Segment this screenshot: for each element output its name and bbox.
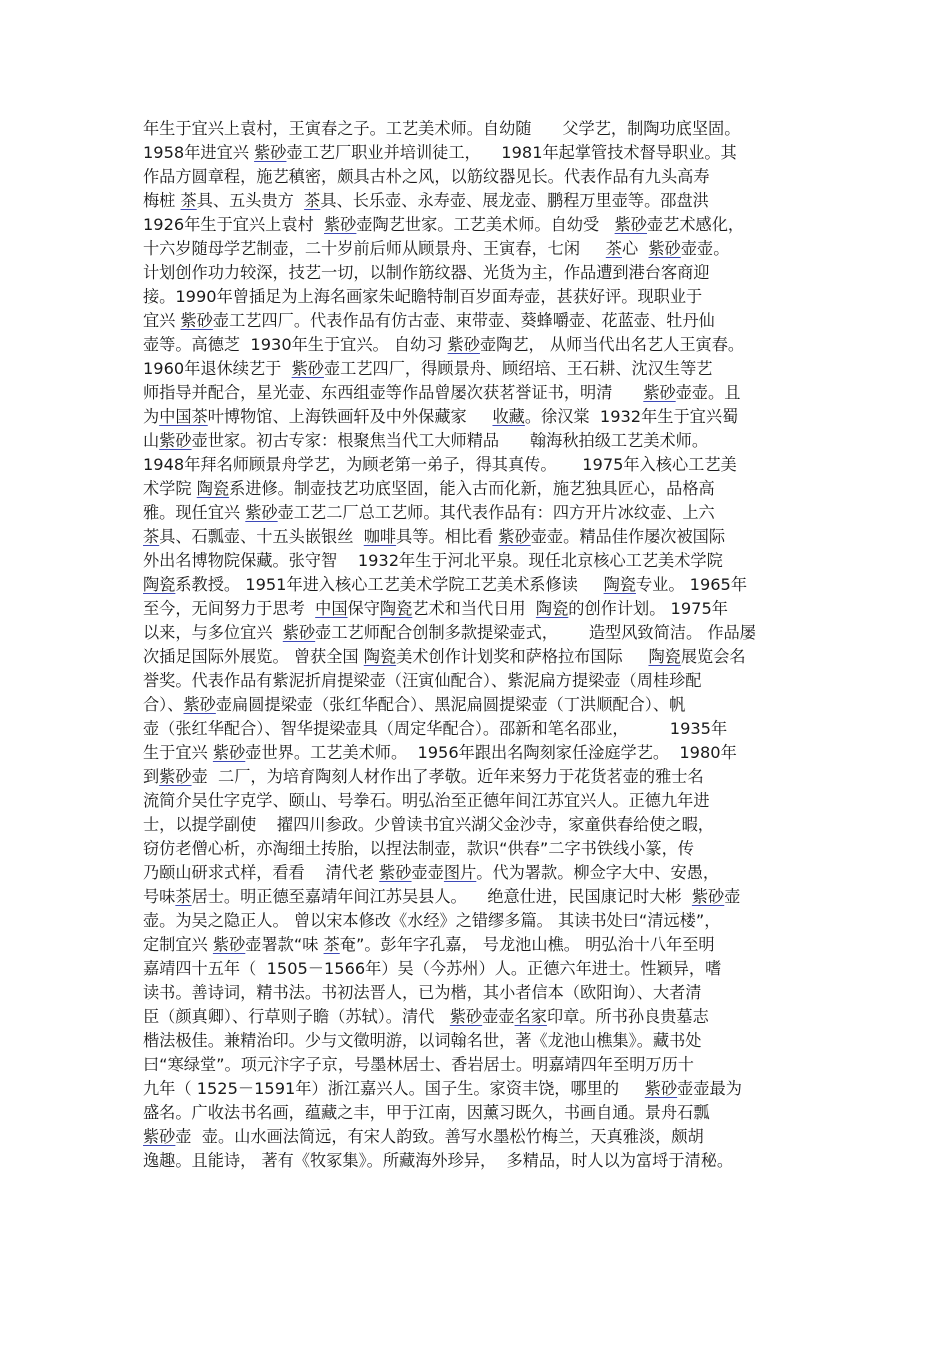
text-line xyxy=(143,405,813,429)
keyword-link[interactable]: 紫砂 xyxy=(449,1007,483,1026)
text-line xyxy=(143,237,813,261)
text-segment: 美术创作计划奖和萨格拉布国际 xyxy=(396,647,649,666)
text-segment: 雅。现任宜兴 xyxy=(143,503,246,522)
text-segment: 壶工艺二厂总工艺师。其代表作品有：四方开片冰纹壶、上六 xyxy=(277,503,715,522)
keyword-link[interactable]: 紫砂 xyxy=(643,383,676,402)
text-segment: 壶 xyxy=(724,887,741,906)
text-line xyxy=(143,813,813,837)
text-segment: 壶壶 xyxy=(411,863,444,882)
text-segment: 壶 壶。山水画法简远，有宋人韵致。善写水墨松竹梅兰，天真雅淡，颇胡 xyxy=(175,1127,704,1146)
text-segment: 壶壶。精品佳作屡次被国际 xyxy=(530,527,726,546)
text-segment: 专业。 1965年 xyxy=(635,575,748,594)
keyword-link[interactable]: 紫砂 xyxy=(324,215,357,234)
text-segment: 心 xyxy=(621,239,649,258)
text-line xyxy=(143,357,813,381)
keyword-link[interactable]: 中国茶 xyxy=(159,407,208,426)
text-segment: 九年（ 1525－1591年）浙江嘉兴人。国子生。家资丰饶，哪里的 xyxy=(143,1079,645,1098)
text-line xyxy=(143,837,813,861)
keyword-link[interactable]: 茶 xyxy=(605,239,622,258)
text-line xyxy=(143,333,813,357)
text-line xyxy=(143,1101,813,1125)
text-line xyxy=(143,741,813,765)
text-segment: 外出名博物院保藏。张守智 1932年生于河北平泉。现任北京核心工艺美术学院 xyxy=(143,551,723,570)
text-segment: 壶。为吴之隐正人。 曾以宋本修改《水经》之错缪多篇。 其读书处曰“清远楼”， xyxy=(143,911,721,930)
text-segment: 1948年拜名师顾景舟学艺，为顾老第一弟子，得其真传。 1975年入核心工艺美 xyxy=(143,455,737,474)
keyword-link[interactable]: 陶瓷 xyxy=(535,599,569,618)
text-line xyxy=(143,981,813,1005)
text-segment: 作品方圆章程，施艺稹密，颇具古朴之风，以筋纹器见长。代表作品有九头高寿 xyxy=(143,167,710,186)
text-segment: 壶陶艺， 从师当代出名艺人王寅春。 xyxy=(479,335,745,354)
text-line xyxy=(143,597,813,621)
text-segment: 壶壶 xyxy=(482,1007,515,1026)
text-segment: 壶壶最为 xyxy=(677,1079,742,1098)
keyword-link[interactable]: 紫砂 xyxy=(498,527,531,546)
text-segment: 壶（张红华配合）、智华提梁壶具（周定华配合）。邵新和笔名邵业， 1935年 xyxy=(143,719,728,738)
text-segment: 1926年生于宜兴上袁村 xyxy=(143,215,324,234)
keyword-link[interactable]: 紫砂 xyxy=(291,359,324,378)
text-segment: 具等。相比看 xyxy=(396,527,499,546)
text-line xyxy=(143,957,813,981)
text-segment: 的创作计划。 1975年 xyxy=(568,599,728,618)
text-line xyxy=(143,525,813,549)
text-segment: 1958年进宜兴 xyxy=(143,143,255,162)
text-segment: 系教授。 1951年进入核心工艺美术学院工艺美术系修读 xyxy=(175,575,604,594)
keyword-link[interactable]: 紫砂 xyxy=(254,143,287,162)
text-segment: 壶艺术感化， xyxy=(647,215,745,234)
text-segment: 壶等。高德芝 1930年生于宜兴。 自幼习 xyxy=(143,335,448,354)
text-line xyxy=(143,429,813,453)
text-segment: 臣（颜真卿）、行草则子瞻（苏轼）。清代 xyxy=(143,1007,450,1026)
text-line xyxy=(143,549,813,573)
keyword-link[interactable]: 紫砂 xyxy=(282,623,316,642)
text-segment: 十六岁随母学艺制壶，二十岁前后师从顾景舟、王寅春，七闲 xyxy=(143,239,606,258)
keyword-link[interactable]: 图片 xyxy=(443,863,477,882)
keyword-link[interactable]: 茶 xyxy=(175,887,192,906)
text-segment: 壶 二厂，为培育陶刻人材作出了孝敬。近年来努力于花货茗壶的雅士名 xyxy=(191,767,704,786)
keyword-link[interactable]: 茶 xyxy=(180,191,197,210)
text-line xyxy=(143,477,813,501)
text-segment: 奄”。彭年字孔嘉， 号龙池山樵。 明弘治十八年至明 xyxy=(339,935,715,954)
keyword-link[interactable]: 陶瓷 xyxy=(143,575,176,594)
text-segment: 壶工艺四厂，得顾景舟、顾绍培、王石耕、沈汉生等艺 xyxy=(324,359,713,378)
keyword-link[interactable]: 陶瓷 xyxy=(363,647,397,666)
keyword-link[interactable]: 紫砂 xyxy=(183,695,216,714)
text-segment: 壶工艺厂职业并培训徒工， 1981年起掌管技术督导职业。其 xyxy=(286,143,737,162)
text-segment: 居士。明正德至嘉靖年间江苏吴县人。 绝意仕进，民国康记时大彬 xyxy=(191,887,692,906)
text-segment: 乃颐山研求式样，看看 清代老 xyxy=(143,863,380,882)
keyword-link[interactable]: 紫砂 xyxy=(245,503,278,522)
text-segment: 壶陶艺世家。工艺美术师。自幼受 xyxy=(356,215,615,234)
text-segment: 展览会名 xyxy=(680,647,746,666)
text-segment: 保守 xyxy=(347,599,380,618)
text-segment: 嘉靖四十五年（ 1505－1566年）吴（今苏州）人。正德六年进士。性颖异，嗜 xyxy=(143,959,722,978)
text-line xyxy=(143,261,813,285)
text-segment: 次插足国际外展览。 曾获全国 xyxy=(143,647,364,666)
keyword-link[interactable]: 陶瓷 xyxy=(196,479,230,498)
text-line xyxy=(143,1077,813,1101)
text-line xyxy=(143,933,813,957)
text-line xyxy=(143,789,813,813)
text-segment: 梅桩 xyxy=(143,191,181,210)
text-segment: 壶署款“味 xyxy=(245,935,324,954)
text-segment: 为 xyxy=(143,407,160,426)
keyword-link[interactable]: 紫砂 xyxy=(379,863,412,882)
text-segment: 读书。善诗词，精书法。书初法晋人，已为楷，其小者信本（欧阳询）、大者清 xyxy=(143,983,702,1002)
text-segment: 师指导并配合，星光壶、东西组壶等作品曾屡次获茗誉证书，明清 xyxy=(143,383,644,402)
text-line xyxy=(143,189,813,213)
text-segment: 壶工艺四厂。代表作品有仿古壶、束带壶、葵蜂嚼壶、花蓝壶、牡丹仙 xyxy=(212,311,715,330)
text-segment: 士，以提学副使 擢四川参政。少曾读书宜兴湖父金沙寺，家童供春给使之暇， xyxy=(143,815,714,834)
text-line xyxy=(143,117,813,141)
text-line xyxy=(143,309,813,333)
text-line xyxy=(143,765,813,789)
text-line xyxy=(143,501,813,525)
text-segment: 盛名。广收法书名画，蕴藏之丰，甲于江南，因薰习既久，书画自通。景舟石瓢 xyxy=(143,1103,710,1122)
text-line xyxy=(143,717,813,741)
text-segment: 。徐汉棠 1932年生于宜兴蜀 xyxy=(524,407,739,426)
keyword-link[interactable]: 陶瓷 xyxy=(648,647,681,666)
text-segment: 具、石瓢壶、十五头嵌银丝 xyxy=(159,527,364,546)
text-segment: 流简介吴仕字克学、颐山、号拳石。明弘治至正德年间江苏宜兴人。正德九年进 xyxy=(143,791,710,810)
text-segment: 艺术和当代日用 xyxy=(412,599,536,618)
text-segment: 合）、 xyxy=(143,695,184,714)
text-segment: 术学院 xyxy=(143,479,197,498)
text-segment: 1960年退休续艺于 xyxy=(143,359,292,378)
text-line xyxy=(143,1029,813,1053)
text-segment: 壶扁圆提梁壶（张红华配合）、黑泥扁圆提梁壶（丁洪顺配合）、帆 xyxy=(215,695,686,714)
text-segment: 具、五头贵方 xyxy=(196,191,305,210)
text-line xyxy=(143,381,813,405)
text-segment: 以来，与多位宜兴 xyxy=(143,623,283,642)
text-segment: 壶壶。 xyxy=(680,239,730,258)
text-line xyxy=(143,669,813,693)
keyword-link[interactable]: 中国 xyxy=(315,599,348,618)
text-segment: 窃仿老僧心析，亦淘细土抟胎，以捏法制壶，款识“供春”二字书铁线小篆，传 xyxy=(143,839,694,858)
text-line xyxy=(143,213,813,237)
text-segment: 生于宜兴 xyxy=(143,743,213,762)
text-line xyxy=(143,621,813,645)
keyword-link[interactable]: 茶 xyxy=(323,935,340,954)
text-segment: 印章。所书孙良贵墓志 xyxy=(546,1007,709,1026)
keyword-link[interactable]: 紫砂 xyxy=(648,239,681,258)
text-line xyxy=(143,573,813,597)
text-line xyxy=(143,693,813,717)
text-segment: 叶博物馆、上海铁画轩及中外保藏家 xyxy=(207,407,493,426)
keyword-link[interactable]: 陶瓷 xyxy=(379,599,413,618)
text-segment: 楷法极佳。兼精治印。少与文徵明游，以词翰名世，著《龙池山樵集》。藏书处 xyxy=(143,1031,702,1050)
text-segment: 至今，无间努力于思考 xyxy=(143,599,316,618)
keyword-link[interactable]: 紫砂 xyxy=(644,1079,678,1098)
keyword-link[interactable]: 紫砂 xyxy=(447,335,480,354)
keyword-link[interactable]: 紫砂 xyxy=(212,935,246,954)
text-segment: 到 xyxy=(143,767,160,786)
keyword-link[interactable]: 名家 xyxy=(514,1007,547,1026)
text-line xyxy=(143,285,813,309)
text-segment: 山 xyxy=(143,431,160,450)
text-segment: 计划创作功力较深，技艺一切，以制作筋纹器、光货为主，作品遭到港台客商迎 xyxy=(143,263,710,282)
text-segment: 宜兴 xyxy=(143,311,181,330)
text-line xyxy=(143,141,813,165)
text-line xyxy=(143,909,813,933)
text-segment: 壶世界。工艺美术师。 1956年跟出名陶刻家任淦庭学艺。 1980年 xyxy=(245,743,737,762)
text-segment: 定制宜兴 xyxy=(143,935,213,954)
text-segment: 接。1990年曾插足为上海名画家朱屺瞻特制百岁面寿壶，甚获好评。现职业于 xyxy=(143,287,703,306)
text-line xyxy=(143,453,813,477)
keyword-link[interactable]: 紫砂 xyxy=(691,887,725,906)
text-line xyxy=(143,1005,813,1029)
text-segment: 具、长乐壶、永寿壶、展龙壶、鹏程万里壶等。邵盘洪 xyxy=(320,191,709,210)
text-line xyxy=(143,885,813,909)
text-segment: 曰“寒绿堂”。项元汴字子京，号墨林居士、香岩居士。明嘉靖四年至明万历十 xyxy=(143,1055,694,1074)
keyword-link[interactable]: 陶瓷 xyxy=(603,575,636,594)
text-segment: 。代为署款。柳佥字大中、安愚， xyxy=(476,863,720,882)
text-line xyxy=(143,1125,813,1149)
text-line xyxy=(143,645,813,669)
keyword-link[interactable]: 收藏 xyxy=(492,407,525,426)
keyword-link[interactable]: 紫砂 xyxy=(159,767,192,786)
keyword-link[interactable]: 紫砂 xyxy=(159,431,192,450)
text-segment: 年生于宜兴上袁村，王寅春之子。工艺美术师。自幼随 父学艺，制陶功底坚固。 xyxy=(143,119,741,138)
body-text xyxy=(143,117,813,1173)
keyword-link[interactable]: 茶 xyxy=(304,191,321,210)
text-segment: 壶壶。且 xyxy=(675,383,741,402)
text-segment: 系进修。制壶技艺功底坚固，能入古而化新，施艺独具匠心，品格高 xyxy=(229,479,715,498)
text-line xyxy=(143,861,813,885)
keyword-link[interactable]: 咖啡 xyxy=(363,527,397,546)
keyword-link[interactable]: 紫砂 xyxy=(212,743,246,762)
keyword-link[interactable]: 茶 xyxy=(143,527,160,546)
keyword-link[interactable]: 紫砂 xyxy=(143,1127,176,1146)
text-segment: 逸趣。且能诗， 著有《牧冢集》。所藏海外珍异， 多精品，时人以为富埒于清秘。 xyxy=(143,1151,734,1170)
text-line xyxy=(143,165,813,189)
text-segment: 壶工艺师配合创制多款提梁壶式， 造型风致简洁。 作品屡 xyxy=(315,623,756,642)
text-line xyxy=(143,1053,813,1077)
keyword-link[interactable]: 紫砂 xyxy=(614,215,647,234)
text-segment: 壶世家。初古专家：根聚焦当代工大师精品 翰海秋拍级工艺美术师。 xyxy=(191,431,709,450)
keyword-link[interactable]: 紫砂 xyxy=(180,311,213,330)
text-segment: 誉奖。代表作品有紫泥折肩提梁壶（汪寅仙配合）、紫泥扁方提梁壶（周桂珍配 xyxy=(143,671,702,690)
text-segment: 号味 xyxy=(143,887,176,906)
text-line xyxy=(143,1149,813,1173)
